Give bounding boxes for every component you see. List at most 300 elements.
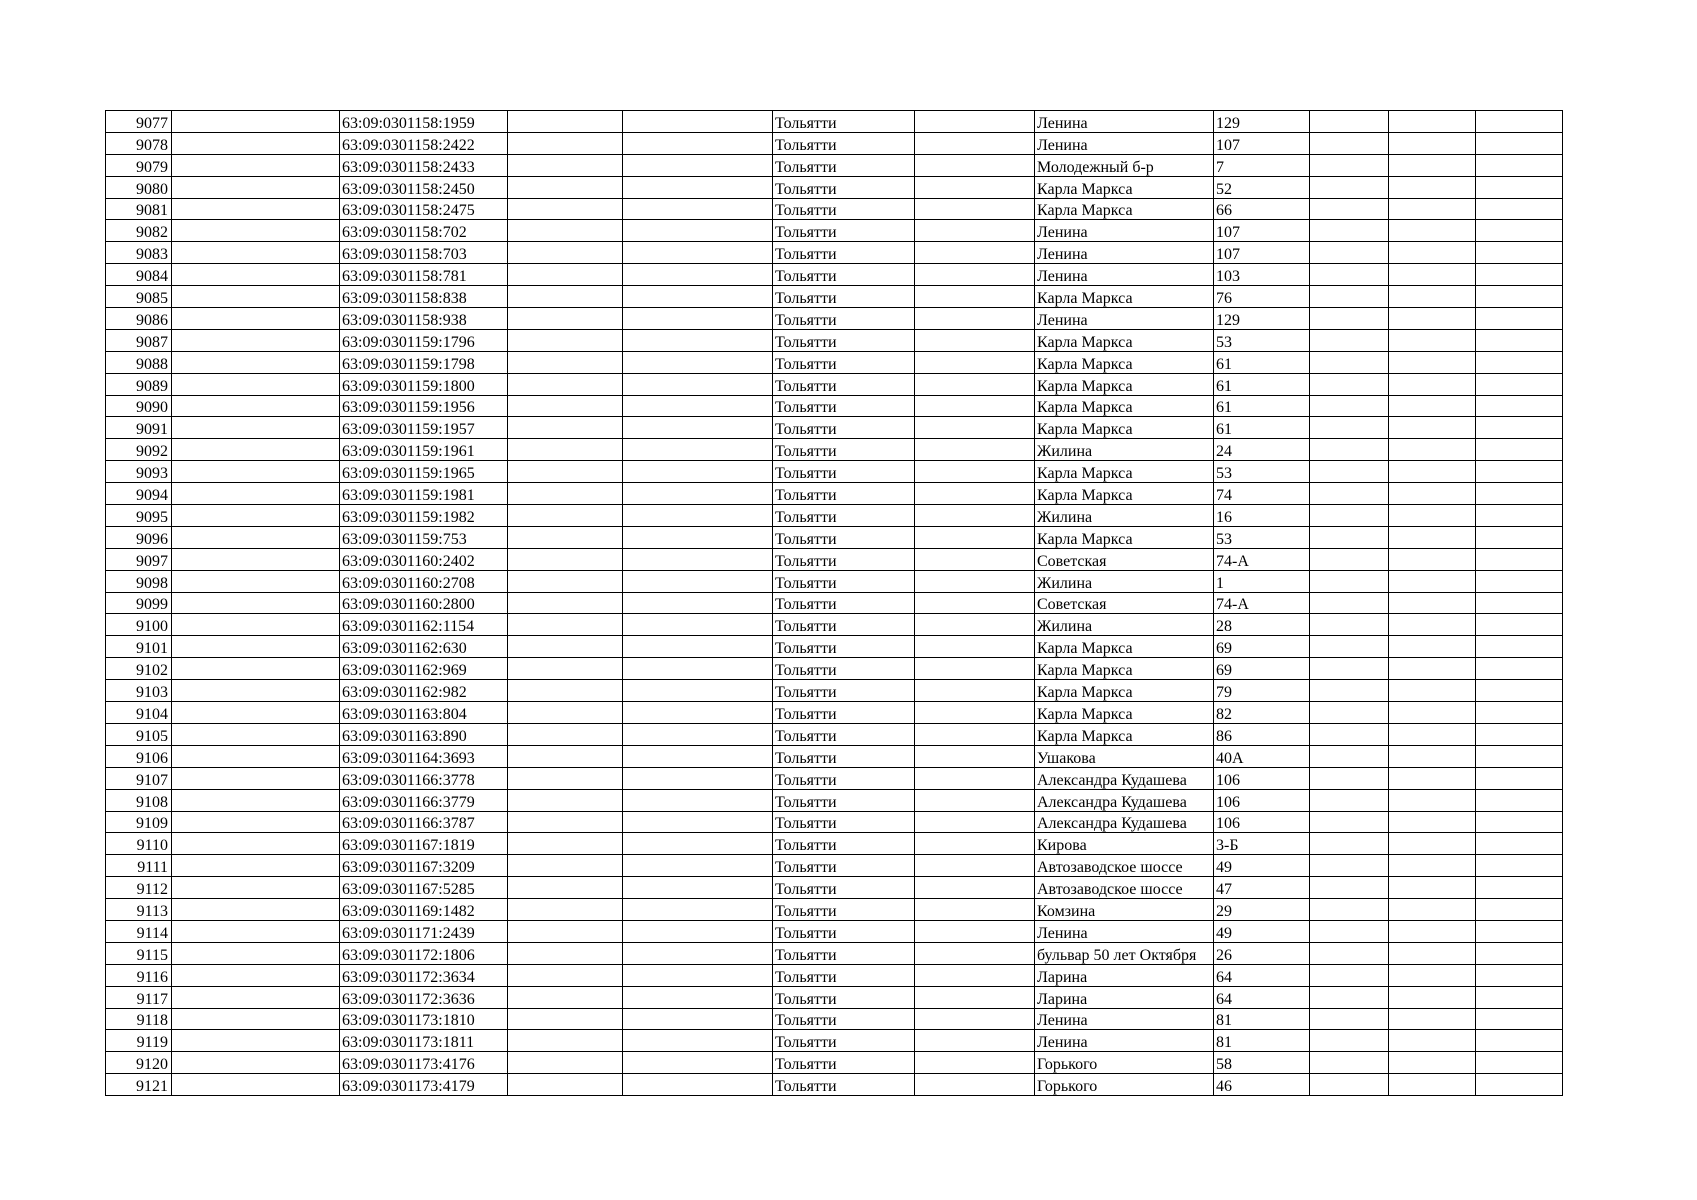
empty-cell <box>1476 723 1563 745</box>
record-number-cell: 9112 <box>106 877 172 899</box>
street-cell: Ленина <box>1035 264 1214 286</box>
empty-cell <box>172 1074 340 1096</box>
empty-cell <box>1476 373 1563 395</box>
empty-cell <box>623 351 773 373</box>
city-cell: Тольятти <box>773 745 915 767</box>
record-number-cell: 9121 <box>106 1074 172 1096</box>
empty-cell <box>172 505 340 527</box>
empty-cell <box>1476 1074 1563 1096</box>
table-row <box>106 986 1563 1008</box>
record-number-cell: 9081 <box>106 198 172 220</box>
empty-cell <box>1389 920 1476 942</box>
city-cell: Тольятти <box>773 461 915 483</box>
empty-cell <box>915 680 1035 702</box>
empty-cell <box>1389 942 1476 964</box>
record-number-cell: 9082 <box>106 220 172 242</box>
cadastral-number-cell: 63:09:0301166:3778 <box>340 767 508 789</box>
street-cell: Ленина <box>1035 111 1214 133</box>
empty-cell <box>915 308 1035 330</box>
street-cell: Ленина <box>1035 1030 1214 1052</box>
record-number-cell: 9120 <box>106 1052 172 1074</box>
empty-cell <box>1389 483 1476 505</box>
cadastral-number-cell: 63:09:0301158:781 <box>340 264 508 286</box>
house-number-cell: 49 <box>1214 920 1310 942</box>
empty-cell <box>1389 1008 1476 1030</box>
empty-cell <box>1310 198 1389 220</box>
city-cell: Тольятти <box>773 855 915 877</box>
empty-cell <box>915 833 1035 855</box>
house-number-cell: 53 <box>1214 526 1310 548</box>
street-cell: Карла Маркса <box>1035 351 1214 373</box>
empty-cell <box>1389 636 1476 658</box>
table-row <box>106 789 1563 811</box>
empty-cell <box>915 373 1035 395</box>
cadastral-number-cell: 63:09:0301159:753 <box>340 526 508 548</box>
record-number-cell: 9098 <box>106 570 172 592</box>
empty-cell <box>172 329 340 351</box>
empty-cell <box>508 1008 623 1030</box>
empty-cell <box>1476 942 1563 964</box>
street-cell: Жилина <box>1035 439 1214 461</box>
city-cell: Тольятти <box>773 920 915 942</box>
table-row <box>106 439 1563 461</box>
house-number-cell: 74-А <box>1214 592 1310 614</box>
empty-cell <box>623 526 773 548</box>
register-table-body <box>106 111 1563 1096</box>
house-number-cell: 81 <box>1214 1030 1310 1052</box>
empty-cell <box>623 483 773 505</box>
cadastral-number-cell: 63:09:0301159:1796 <box>340 329 508 351</box>
empty-cell <box>508 111 623 133</box>
empty-cell <box>623 964 773 986</box>
empty-cell <box>915 702 1035 724</box>
empty-cell <box>1310 942 1389 964</box>
empty-cell <box>172 308 340 330</box>
empty-cell <box>172 986 340 1008</box>
city-cell: Тольятти <box>773 132 915 154</box>
empty-cell <box>1389 176 1476 198</box>
empty-cell <box>1389 548 1476 570</box>
empty-cell <box>915 111 1035 133</box>
empty-cell <box>172 1008 340 1030</box>
empty-cell <box>623 833 773 855</box>
cadastral-number-cell: 63:09:0301167:1819 <box>340 833 508 855</box>
empty-cell <box>1310 877 1389 899</box>
empty-cell <box>623 658 773 680</box>
empty-cell <box>1476 658 1563 680</box>
empty-cell <box>915 964 1035 986</box>
empty-cell <box>915 1008 1035 1030</box>
empty-cell <box>1476 1008 1563 1030</box>
empty-cell <box>1389 811 1476 833</box>
empty-cell <box>915 920 1035 942</box>
empty-cell <box>1476 570 1563 592</box>
empty-cell <box>915 1074 1035 1096</box>
empty-cell <box>1310 154 1389 176</box>
empty-cell <box>172 811 340 833</box>
empty-cell <box>172 1052 340 1074</box>
house-number-cell: 74 <box>1214 483 1310 505</box>
empty-cell <box>1389 833 1476 855</box>
empty-cell <box>1476 877 1563 899</box>
table-row <box>106 1008 1563 1030</box>
empty-cell <box>915 220 1035 242</box>
empty-cell <box>1476 483 1563 505</box>
empty-cell <box>1310 767 1389 789</box>
empty-cell <box>508 1074 623 1096</box>
empty-cell <box>915 1030 1035 1052</box>
empty-cell <box>915 526 1035 548</box>
record-number-cell: 9104 <box>106 702 172 724</box>
empty-cell <box>915 986 1035 1008</box>
house-number-cell: 58 <box>1214 1052 1310 1074</box>
table-row <box>106 220 1563 242</box>
empty-cell <box>508 614 623 636</box>
empty-cell <box>1476 308 1563 330</box>
empty-cell <box>915 855 1035 877</box>
table-row <box>106 767 1563 789</box>
city-cell: Тольятти <box>773 417 915 439</box>
empty-cell <box>1310 964 1389 986</box>
empty-cell <box>1310 986 1389 1008</box>
record-number-cell: 9078 <box>106 132 172 154</box>
street-cell: Александра Кудашева <box>1035 811 1214 833</box>
empty-cell <box>1476 264 1563 286</box>
empty-cell <box>508 351 623 373</box>
record-number-cell: 9111 <box>106 855 172 877</box>
empty-cell <box>623 614 773 636</box>
house-number-cell: 49 <box>1214 855 1310 877</box>
empty-cell <box>1476 132 1563 154</box>
street-cell: Александра Кудашева <box>1035 789 1214 811</box>
empty-cell <box>172 548 340 570</box>
empty-cell <box>1476 614 1563 636</box>
empty-cell <box>623 855 773 877</box>
empty-cell <box>623 789 773 811</box>
empty-cell <box>1389 505 1476 527</box>
city-cell: Тольятти <box>773 767 915 789</box>
empty-cell <box>1476 329 1563 351</box>
street-cell: Карла Маркса <box>1035 680 1214 702</box>
empty-cell <box>915 176 1035 198</box>
record-number-cell: 9101 <box>106 636 172 658</box>
street-cell: Карла Маркса <box>1035 176 1214 198</box>
empty-cell <box>1389 1030 1476 1052</box>
house-number-cell: 1 <box>1214 570 1310 592</box>
house-number-cell: 46 <box>1214 1074 1310 1096</box>
table-row <box>106 176 1563 198</box>
empty-cell <box>1389 132 1476 154</box>
record-number-cell: 9109 <box>106 811 172 833</box>
empty-cell <box>508 767 623 789</box>
empty-cell <box>1310 111 1389 133</box>
record-number-cell: 9086 <box>106 308 172 330</box>
city-cell: Тольятти <box>773 789 915 811</box>
empty-cell <box>172 242 340 264</box>
street-cell: Жилина <box>1035 570 1214 592</box>
empty-cell <box>915 942 1035 964</box>
record-number-cell: 9100 <box>106 614 172 636</box>
house-number-cell: 129 <box>1214 111 1310 133</box>
house-number-cell: 76 <box>1214 286 1310 308</box>
empty-cell <box>508 373 623 395</box>
city-cell: Тольятти <box>773 614 915 636</box>
table-row <box>106 417 1563 439</box>
empty-cell <box>172 526 340 548</box>
house-number-cell: 107 <box>1214 132 1310 154</box>
record-number-cell: 9087 <box>106 329 172 351</box>
empty-cell <box>1476 111 1563 133</box>
empty-cell <box>623 111 773 133</box>
house-number-cell: 129 <box>1214 308 1310 330</box>
record-number-cell: 9094 <box>106 483 172 505</box>
house-number-cell: 40А <box>1214 745 1310 767</box>
street-cell: Карла Маркса <box>1035 461 1214 483</box>
street-cell: Советская <box>1035 592 1214 614</box>
empty-cell <box>1310 176 1389 198</box>
empty-cell <box>508 745 623 767</box>
empty-cell <box>1310 811 1389 833</box>
house-number-cell: 107 <box>1214 220 1310 242</box>
city-cell: Тольятти <box>773 264 915 286</box>
cadastral-number-cell: 63:09:0301160:2800 <box>340 592 508 614</box>
empty-cell <box>1476 986 1563 1008</box>
record-number-cell: 9102 <box>106 658 172 680</box>
empty-cell <box>172 942 340 964</box>
house-number-cell: 47 <box>1214 877 1310 899</box>
empty-cell <box>508 286 623 308</box>
empty-cell <box>172 176 340 198</box>
empty-cell <box>623 548 773 570</box>
empty-cell <box>1310 220 1389 242</box>
street-cell: Жилина <box>1035 614 1214 636</box>
cadastral-number-cell: 63:09:0301173:1811 <box>340 1030 508 1052</box>
empty-cell <box>172 723 340 745</box>
empty-cell <box>508 658 623 680</box>
city-cell: Тольятти <box>773 702 915 724</box>
street-cell: Автозаводское шоссе <box>1035 855 1214 877</box>
empty-cell <box>172 636 340 658</box>
empty-cell <box>508 505 623 527</box>
city-cell: Тольятти <box>773 1008 915 1030</box>
empty-cell <box>623 132 773 154</box>
empty-cell <box>508 417 623 439</box>
empty-cell <box>172 132 340 154</box>
house-number-cell: 3-Б <box>1214 833 1310 855</box>
table-row <box>106 745 1563 767</box>
cadastral-number-cell: 63:09:0301159:1982 <box>340 505 508 527</box>
empty-cell <box>915 614 1035 636</box>
empty-cell <box>1310 1008 1389 1030</box>
empty-cell <box>1476 833 1563 855</box>
empty-cell <box>915 264 1035 286</box>
city-cell: Тольятти <box>773 505 915 527</box>
house-number-cell: 66 <box>1214 198 1310 220</box>
table-row <box>106 964 1563 986</box>
empty-cell <box>1310 723 1389 745</box>
house-number-cell: 61 <box>1214 417 1310 439</box>
city-cell: Тольятти <box>773 964 915 986</box>
table-row <box>106 1052 1563 1074</box>
house-number-cell: 107 <box>1214 242 1310 264</box>
record-number-cell: 9114 <box>106 920 172 942</box>
empty-cell <box>172 483 340 505</box>
empty-cell <box>172 395 340 417</box>
cadastral-number-cell: 63:09:0301167:3209 <box>340 855 508 877</box>
table-row <box>106 526 1563 548</box>
empty-cell <box>172 570 340 592</box>
empty-cell <box>1476 417 1563 439</box>
empty-cell <box>508 592 623 614</box>
street-cell: Карла Маркса <box>1035 198 1214 220</box>
empty-cell <box>1476 964 1563 986</box>
empty-cell <box>1310 658 1389 680</box>
empty-cell <box>623 680 773 702</box>
empty-cell <box>508 329 623 351</box>
empty-cell <box>1310 417 1389 439</box>
street-cell: Горького <box>1035 1074 1214 1096</box>
table-row <box>106 242 1563 264</box>
empty-cell <box>508 680 623 702</box>
city-cell: Тольятти <box>773 220 915 242</box>
empty-cell <box>508 723 623 745</box>
empty-cell <box>915 592 1035 614</box>
city-cell: Тольятти <box>773 198 915 220</box>
house-number-cell: 61 <box>1214 351 1310 373</box>
city-cell: Тольятти <box>773 986 915 1008</box>
empty-cell <box>623 1008 773 1030</box>
house-number-cell: 106 <box>1214 789 1310 811</box>
empty-cell <box>508 483 623 505</box>
house-number-cell: 53 <box>1214 329 1310 351</box>
empty-cell <box>1310 614 1389 636</box>
empty-cell <box>508 811 623 833</box>
empty-cell <box>915 505 1035 527</box>
cadastral-number-cell: 63:09:0301163:890 <box>340 723 508 745</box>
house-number-cell: 16 <box>1214 505 1310 527</box>
city-cell: Тольятти <box>773 373 915 395</box>
record-number-cell: 9092 <box>106 439 172 461</box>
empty-cell <box>1310 461 1389 483</box>
table-row <box>106 636 1563 658</box>
cadastral-number-cell: 63:09:0301159:1800 <box>340 373 508 395</box>
city-cell: Тольятти <box>773 680 915 702</box>
house-number-cell: 106 <box>1214 767 1310 789</box>
cadastral-number-cell: 63:09:0301166:3779 <box>340 789 508 811</box>
empty-cell <box>1476 1052 1563 1074</box>
empty-cell <box>172 767 340 789</box>
empty-cell <box>172 220 340 242</box>
table-row <box>106 920 1563 942</box>
empty-cell <box>1476 855 1563 877</box>
street-cell: Кирова <box>1035 833 1214 855</box>
empty-cell <box>1310 1030 1389 1052</box>
empty-cell <box>623 745 773 767</box>
street-cell: Карла Маркса <box>1035 526 1214 548</box>
table-row <box>106 811 1563 833</box>
table-row <box>106 132 1563 154</box>
empty-cell <box>172 745 340 767</box>
house-number-cell: 64 <box>1214 986 1310 1008</box>
empty-cell <box>172 877 340 899</box>
empty-cell <box>508 308 623 330</box>
cadastral-number-cell: 63:09:0301163:804 <box>340 702 508 724</box>
table-row <box>106 833 1563 855</box>
empty-cell <box>172 789 340 811</box>
empty-cell <box>1476 811 1563 833</box>
table-row <box>106 483 1563 505</box>
cadastral-number-cell: 63:09:0301158:2422 <box>340 132 508 154</box>
table-row <box>106 614 1563 636</box>
empty-cell <box>915 198 1035 220</box>
city-cell: Тольятти <box>773 723 915 745</box>
empty-cell <box>623 154 773 176</box>
empty-cell <box>1389 855 1476 877</box>
empty-cell <box>508 899 623 921</box>
empty-cell <box>623 373 773 395</box>
empty-cell <box>1476 286 1563 308</box>
table-row <box>106 395 1563 417</box>
empty-cell <box>1310 286 1389 308</box>
empty-cell <box>1310 395 1389 417</box>
empty-cell <box>172 964 340 986</box>
empty-cell <box>623 592 773 614</box>
empty-cell <box>1476 351 1563 373</box>
empty-cell <box>508 920 623 942</box>
empty-cell <box>623 461 773 483</box>
empty-cell <box>915 483 1035 505</box>
house-number-cell: 106 <box>1214 811 1310 833</box>
empty-cell <box>623 220 773 242</box>
cadastral-number-cell: 63:09:0301173:4179 <box>340 1074 508 1096</box>
empty-cell <box>915 286 1035 308</box>
empty-cell <box>1476 745 1563 767</box>
house-number-cell: 7 <box>1214 154 1310 176</box>
empty-cell <box>1310 1074 1389 1096</box>
empty-cell <box>915 570 1035 592</box>
street-cell: Автозаводское шоссе <box>1035 877 1214 899</box>
city-cell: Тольятти <box>773 439 915 461</box>
empty-cell <box>1389 986 1476 1008</box>
house-number-cell: 24 <box>1214 439 1310 461</box>
empty-cell <box>915 329 1035 351</box>
empty-cell <box>1476 680 1563 702</box>
empty-cell <box>508 986 623 1008</box>
empty-cell <box>1310 132 1389 154</box>
empty-cell <box>508 570 623 592</box>
empty-cell <box>623 176 773 198</box>
empty-cell <box>172 592 340 614</box>
empty-cell <box>1310 570 1389 592</box>
cadastral-number-cell: 63:09:0301162:982 <box>340 680 508 702</box>
street-cell: Жилина <box>1035 505 1214 527</box>
cadastral-number-cell: 63:09:0301160:2708 <box>340 570 508 592</box>
empty-cell <box>623 570 773 592</box>
street-cell: Советская <box>1035 548 1214 570</box>
empty-cell <box>1389 220 1476 242</box>
empty-cell <box>1389 373 1476 395</box>
empty-cell <box>623 899 773 921</box>
empty-cell <box>1389 745 1476 767</box>
cadastral-number-cell: 63:09:0301158:2433 <box>340 154 508 176</box>
street-cell: Ленина <box>1035 242 1214 264</box>
empty-cell <box>1389 658 1476 680</box>
empty-cell <box>1310 505 1389 527</box>
empty-cell <box>623 439 773 461</box>
empty-cell <box>1389 614 1476 636</box>
empty-cell <box>1389 154 1476 176</box>
cadastral-number-cell: 63:09:0301173:1810 <box>340 1008 508 1030</box>
